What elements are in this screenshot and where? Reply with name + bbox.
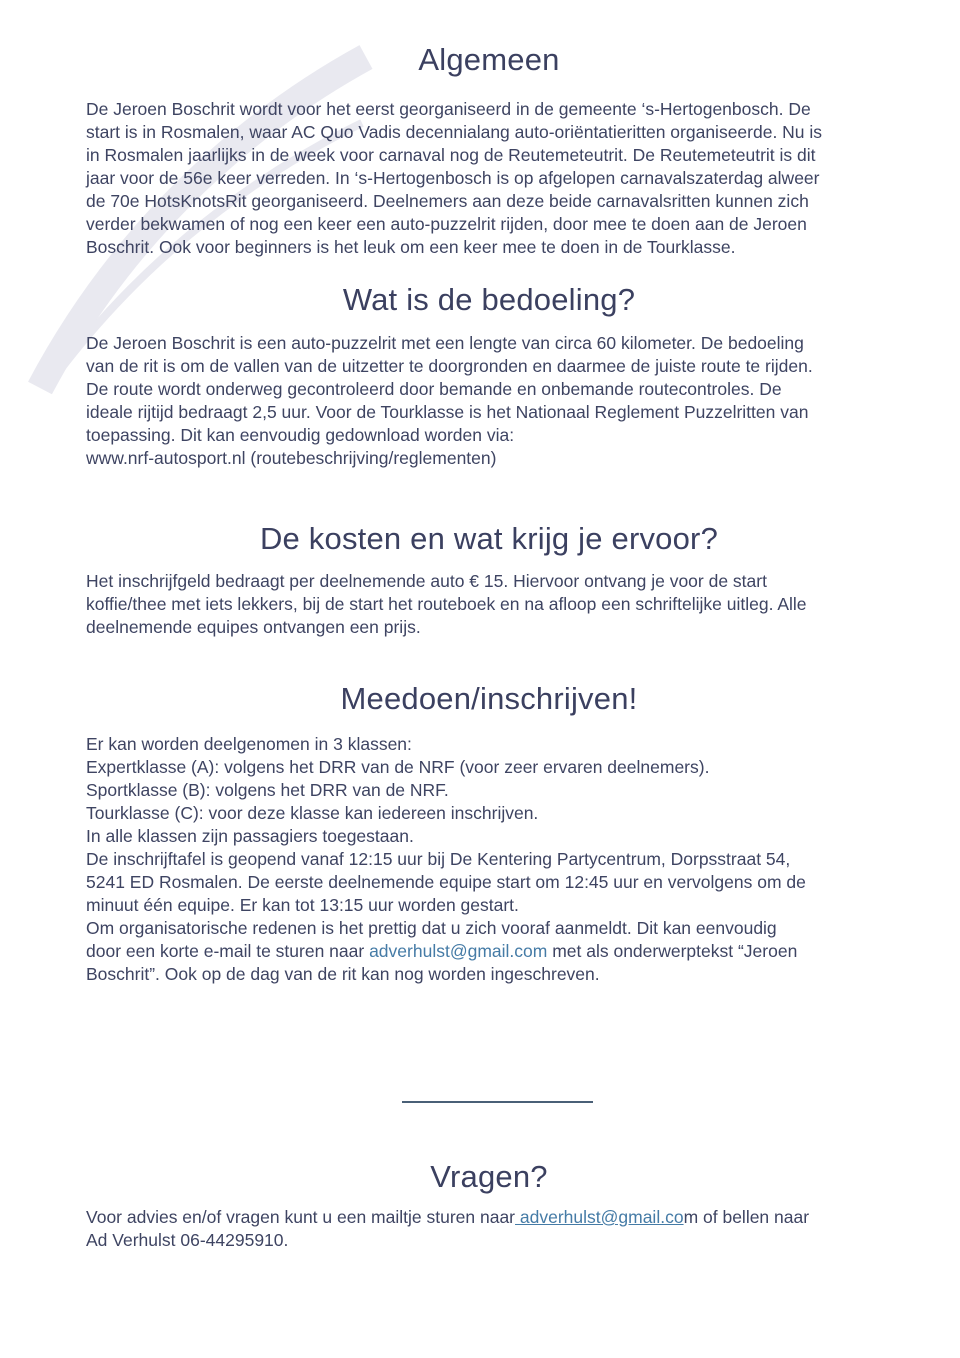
phone-line: Ad Verhulst 06-44295910. bbox=[86, 1230, 289, 1250]
paragraph-line: Tourklasse (C): voor deze klasse kan iedereen inschrijven. bbox=[86, 803, 539, 823]
email-link-underlined[interactable]: adverhulst@gmail.co bbox=[515, 1207, 684, 1227]
email-link[interactable]: adverhulst@gmail.com bbox=[369, 941, 548, 961]
email-line-pre: door een korte e-mail te sturen naar bbox=[86, 941, 370, 961]
paragraph-line: In alle klassen zijn passagiers toegestaan. bbox=[86, 826, 414, 846]
contact-line-after-link: m bbox=[683, 1207, 699, 1227]
paragraph-line: deelnemende equipes ontvangen een prijs. bbox=[86, 617, 421, 637]
paragraph-line: van de rit is om de vallen van de uitzetter te doorgronden en daarmee de juiste route te rijden. bbox=[86, 356, 813, 376]
contact-line-pre: Voor advies en/of vragen kunt u een mailtje sturen naar bbox=[86, 1207, 516, 1227]
paragraph-line: Expertklasse (A): volgens het DRR van de NRF (voor zeer ervaren deelnemers). bbox=[86, 757, 710, 777]
paragraph-line: Het inschrijfgeld bedraagt per deelnemende auto € 15. Hiervoor ontvang je voor de start bbox=[86, 571, 767, 591]
paragraph-bedoeling bbox=[86, 332, 916, 470]
paragraph-line: ideale rijtijd bedraagt 2,5 uur. Voor de Tourklasse is het Nationaal Reglement Puzzelritten van bbox=[86, 402, 809, 422]
paragraph-line: Sportklasse (B): volgens het DRR van de NRF. bbox=[86, 780, 449, 800]
website-url-text: www.nrf-autosport.nl (routebeschrijving/reglementen) bbox=[86, 448, 497, 468]
paragraph-line: in Rosmalen jaarlijks in de week voor carnaval nog de Reutemeteutrit. De Reutemeteutrit is dit bbox=[86, 145, 816, 165]
paragraph-line: de 70e HotsKnotsRit georganiseerd. Deelnemers aan deze beide carnavalsritten kunnen zich bbox=[86, 191, 809, 211]
paragraph-vragen bbox=[86, 1206, 916, 1252]
paragraph-line: verder bekwamen of nog een keer een auto-puzzelrit rijden, door mee te doen aan de Jeroen bbox=[86, 214, 807, 234]
paragraph-line: Boschrit”. Ook op de dag van de rit kan nog worden ingeschreven. bbox=[86, 964, 600, 984]
paragraph-line: De route wordt onderweg gecontroleerd door bemande en onbemande routecontroles. De bbox=[86, 379, 782, 399]
section-heading-bedoeling: Wat is de bedoeling? bbox=[342, 282, 636, 317]
paragraph-line: Om organisatorische redenen is het prettig dat u zich vooraf aanmeldt. Dit kan eenvoudig bbox=[86, 918, 777, 938]
paragraph-line: Er kan worden deelgenomen in 3 klassen: bbox=[86, 734, 412, 754]
section-heading-kosten: De kosten en wat krijg je ervoor? bbox=[259, 521, 719, 556]
email-line-post: met als onderwerptekst “Jeroen bbox=[547, 941, 798, 961]
section-divider bbox=[402, 1101, 593, 1103]
paragraph-line: De Jeroen Boschrit wordt voor het eerst georganiseerd in de gemeente ‘s-Hertogenbosch. De bbox=[86, 99, 811, 119]
paragraph-algemeen bbox=[86, 98, 916, 259]
paragraph-line: 5241 ED Rosmalen. De eerste deelnemende equipe start om 12:45 uur en vervolgens om de bbox=[86, 872, 806, 892]
paragraph-meedoen bbox=[86, 733, 916, 986]
paragraph-line bbox=[86, 1206, 916, 1229]
contact-line-post: of bellen naar bbox=[698, 1207, 810, 1227]
paragraph-line: start is in Rosmalen, waar AC Quo Vadis decennialang auto-oriëntatieritten organiseerde. Nu is bbox=[86, 122, 823, 142]
section-heading-meedoen: Meedoen/inschrijven! bbox=[340, 681, 638, 716]
paragraph-line: De Jeroen Boschrit is een auto-puzzelrit met een lengte van circa 60 kilometer. De bedoeling bbox=[86, 333, 804, 353]
paragraph-line: De inschrijftafel is geopend vanaf 12:15 uur bij De Kentering Partycentrum, Dorpsstraat 54, bbox=[86, 849, 791, 869]
paragraph-line bbox=[86, 940, 916, 963]
section-heading-algemeen: Algemeen bbox=[418, 42, 560, 77]
paragraph-line: koffie/thee met iets lekkers, bij de start het routeboek en na afloop een schriftelijke uitleg. Alle bbox=[86, 594, 807, 614]
section-heading-vragen: Vragen? bbox=[430, 1159, 548, 1194]
paragraph-line: toepassing. Dit kan eenvoudig gedownload worden via: bbox=[86, 425, 515, 445]
paragraph-line: jaar voor de 56e keer verreden. In ‘s-Hertogenbosch is op afgelopen carnavalszaterdag alweer bbox=[86, 168, 820, 188]
paragraph-kosten bbox=[86, 570, 916, 639]
paragraph-line: Boschrit. Ook voor beginners is het leuk om een keer mee te doen in de Tourklasse. bbox=[86, 237, 736, 257]
paragraph-line: minuut één equipe. Er kan tot 13:15 uur worden gestart. bbox=[86, 895, 519, 915]
